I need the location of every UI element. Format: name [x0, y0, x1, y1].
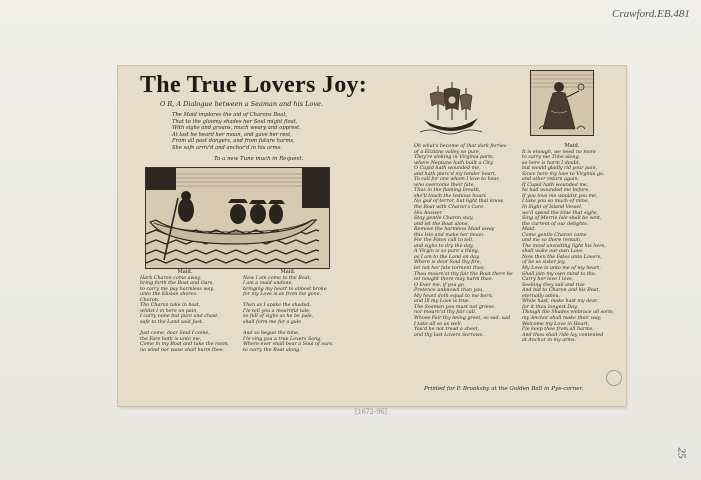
verse-line: this Isle and make her moan.	[414, 232, 485, 238]
verse-speaker-heading: Maid.	[280, 269, 296, 275]
verse-column-2	[243, 270, 333, 353]
verse-line: The Seamen you must not grieve,	[414, 304, 496, 310]
verse-line: but would gladly rid your pain,	[522, 166, 598, 172]
verse-line: let nought there may harm thee.	[414, 277, 494, 283]
verse-column-1	[140, 270, 230, 353]
verse-line: for it thou longest Day,	[522, 304, 578, 310]
verse-line: and thy last Lovers Sorrows.	[414, 332, 484, 338]
verse-line: as I am to the Land on day,	[414, 254, 480, 260]
verse-line: Tho Charon take in hast,	[140, 303, 201, 309]
verse-line: of be as sister joy,	[522, 260, 566, 266]
verse-line: and let the Boat alone,	[414, 221, 470, 227]
verse-line: Thou mourn'st thy fair the Boat there be	[414, 271, 513, 277]
verse-line: Remove the harmless Maid away	[414, 227, 495, 233]
verse-line: nor mourn'st thy fair call,	[414, 310, 477, 316]
verse-line: of a Elizians valley so pure,	[414, 149, 481, 155]
boat-woodcut	[145, 167, 330, 269]
verse-line: and sighs to dry the day,	[414, 243, 474, 249]
verse-line: where Neptune hath built a City.	[414, 160, 494, 166]
ballad-intro-verse	[172, 112, 332, 152]
verse-line: I'le keep thee from all harms,	[522, 327, 594, 333]
verse-line: bringing my heart to almost broke	[243, 286, 327, 292]
verse-line: Now I am come to the Boat,	[243, 275, 312, 281]
ballad-title: The True Lovers Joy:	[140, 72, 368, 98]
boat-woodcut-image	[146, 168, 329, 268]
verse-line: and other return again.	[522, 177, 580, 183]
verse-line: Just come, dear Soul I come,	[140, 331, 210, 337]
verse-line: I carry none but pure and chast,	[140, 314, 219, 320]
pencil-date-note: [1672-96]	[355, 407, 387, 416]
verse-line: You'd be not tread a sheet,	[414, 327, 480, 333]
verse-line: If Cupid hath wounded me,	[522, 182, 589, 188]
verse-line: My Love is unto me of my heart,	[522, 266, 601, 272]
verse-line: Seeking they sail and rise	[522, 282, 585, 288]
verse-line: Thus in the flaming breath,	[414, 188, 481, 194]
verse-line: at Anchor in my arms.	[522, 338, 576, 344]
verse-line: shall form me for a gale.	[243, 319, 303, 325]
verse-line: In Sight of Island Vessel,	[522, 205, 583, 211]
verse-line: I take you so much of mine,	[522, 199, 590, 205]
verse-line: Since here my love to Virginia go,	[522, 171, 605, 177]
verse-line: Shall join my own mind to tho,	[522, 271, 597, 277]
verse-line: I take all so as well.	[414, 321, 463, 327]
verse-line: O Ever me, if you go	[414, 282, 464, 288]
verse-line: the Fare both is unto me,	[140, 336, 202, 342]
verse-line: for my Love is as from me gone.	[243, 292, 322, 298]
verse-line: bring forth the Boat and Oars,	[140, 281, 214, 287]
verse-line: and me so there remain,	[522, 238, 582, 244]
shelfmark: Crawford.EB.481	[612, 8, 690, 20]
lady-woodcut-image	[531, 71, 593, 135]
verse-line: to carry the Boat along.	[243, 347, 301, 353]
verse-line: While hast, make hast my dear,	[522, 299, 599, 305]
verse-line: we'll spend the time that sighs,	[522, 210, 599, 216]
verse-line: so full of sighs as he be pale,	[243, 314, 314, 320]
verse-line: she'll touch the tedious hours	[414, 193, 487, 199]
verse-line: Maid.	[522, 227, 536, 233]
verse-line: the current of our delights.	[522, 221, 589, 227]
intro-line: From all past dangers, and from future harms,	[172, 138, 295, 145]
verse-speaker-heading: Maid.	[177, 269, 193, 275]
verse-line: Though the Shades embrace all sorts,	[522, 310, 615, 316]
verse-line: They're sinking in Virginia parts,	[414, 155, 495, 161]
verse-line: Oh what's become of that dark ferries	[414, 144, 507, 149]
verse-column-4	[522, 144, 622, 344]
verse-line: And so begun the time,	[243, 331, 300, 337]
verse-line: and Ill my Love is true.	[414, 299, 471, 305]
verse-line: I'le tell you a mournful tale,	[243, 308, 311, 314]
verse-column-3	[414, 144, 514, 338]
verse-line: eternally adieu.	[522, 293, 561, 299]
verse-line: And bid to Charon and his Boat,	[522, 288, 600, 294]
verse-line: the Boat with Charon's Care.	[414, 205, 485, 211]
verse-line: Sing of Merrie Isle shall be sent,	[522, 216, 602, 222]
verse-line: Where ever shall bear a Soul of ours,	[243, 342, 334, 348]
verse-line: shall wake our own Love.	[522, 249, 584, 255]
ship-woodcut	[420, 80, 482, 138]
intro-line: That to the gloomy shades her Soul might float,	[172, 118, 298, 125]
verse-line: Now then the Fates unto Lovers,	[522, 254, 602, 260]
verse-line: I am a maid undone,	[243, 281, 293, 287]
verse-line: My heart doth equal to me born,	[414, 293, 494, 299]
verse-line: To call for one whom I love to hear,	[414, 177, 500, 183]
verse-line: No god of terror, but light that know,	[414, 199, 504, 205]
intro-line: The Maid implores the aid of Charons Boat,	[172, 112, 288, 118]
verse-line: Carry her love I love,	[522, 277, 574, 283]
verse-line: Then as I spake the shaded,	[243, 303, 311, 309]
verse-line: and hath pierc'd my tender heart,	[414, 171, 497, 177]
verse-line: For the Fates call to tell,	[414, 238, 474, 244]
verse-line: Come in my Boat and take the room,	[140, 342, 230, 348]
intro-line: At last he heard her moan, and gave her rest,	[172, 131, 292, 138]
verse-line: my Anchor shall make their way,	[522, 315, 602, 321]
tune-direction: To a new Tune much in Request.	[214, 156, 304, 162]
verse-line: Pretence unknown than you,	[414, 288, 484, 294]
verse-line: whilst I in here on pain,	[140, 308, 198, 314]
verse-line: no wind nor wave shall harm thee.	[140, 347, 225, 353]
verse-line: safe to the Land said Just.	[140, 319, 204, 325]
printer-imprint: Printed for P. Brooksby at the Golden Ball in Pye-corner.	[424, 386, 584, 392]
verse-line: I'le sing you a true Lovers Song,	[243, 336, 322, 342]
verse-line: Come gentle Charon come	[522, 232, 587, 238]
verse-line: The mind unvisiting light his here,	[522, 243, 606, 249]
verse-line: to carry me pay harmless way,	[140, 286, 214, 292]
ballad-subtitle: O R, A Dialogue between a Seaman and his Love.	[160, 100, 323, 108]
verse-line: let not her fate torment thee,	[414, 266, 486, 272]
verse-line: Hark Charon come away,	[140, 275, 202, 281]
intro-line: She safe arriv'd and anchor'd in his arms.	[172, 144, 282, 151]
verse-line: His Answer.	[414, 210, 443, 216]
verse-line: Whose Fair thy being greet, so sad, sad	[414, 315, 511, 321]
verse-line: And thou shalt ride lay contented	[522, 332, 604, 338]
verse-line: Stay gentle Charon stay,	[414, 216, 474, 222]
verse-line: Charon.	[140, 297, 160, 303]
intro-line: With sighs and groans, much weary and opprest,	[172, 125, 301, 132]
library-stamp	[606, 370, 622, 386]
verse-line: A Virgin is so pure a thing,	[414, 249, 480, 255]
verse-line: so here is harm I doubt,	[522, 160, 581, 166]
verse-line: who overcome their fate,	[414, 182, 475, 188]
verse-speaker-heading: Maid.	[564, 143, 580, 149]
verse-line: to carry me Time along,	[522, 155, 581, 161]
verse-line: Welcome my Love in Heart,	[522, 321, 590, 327]
page-number: 25	[675, 447, 688, 459]
verse-line: Where is dear Soul thy fire,	[414, 260, 482, 266]
verse-line: If you love me wouldst you me,	[522, 193, 598, 199]
lady-woodcut	[530, 70, 594, 136]
verse-line: unto the Elisian shores.	[140, 292, 198, 298]
ship-woodcut-image	[420, 80, 482, 138]
verse-line: O Cupid hath wounded me,	[414, 166, 481, 172]
verse-line: he had wounded me before,	[522, 188, 590, 194]
verse-line: It is enough, we need no more	[522, 149, 596, 155]
